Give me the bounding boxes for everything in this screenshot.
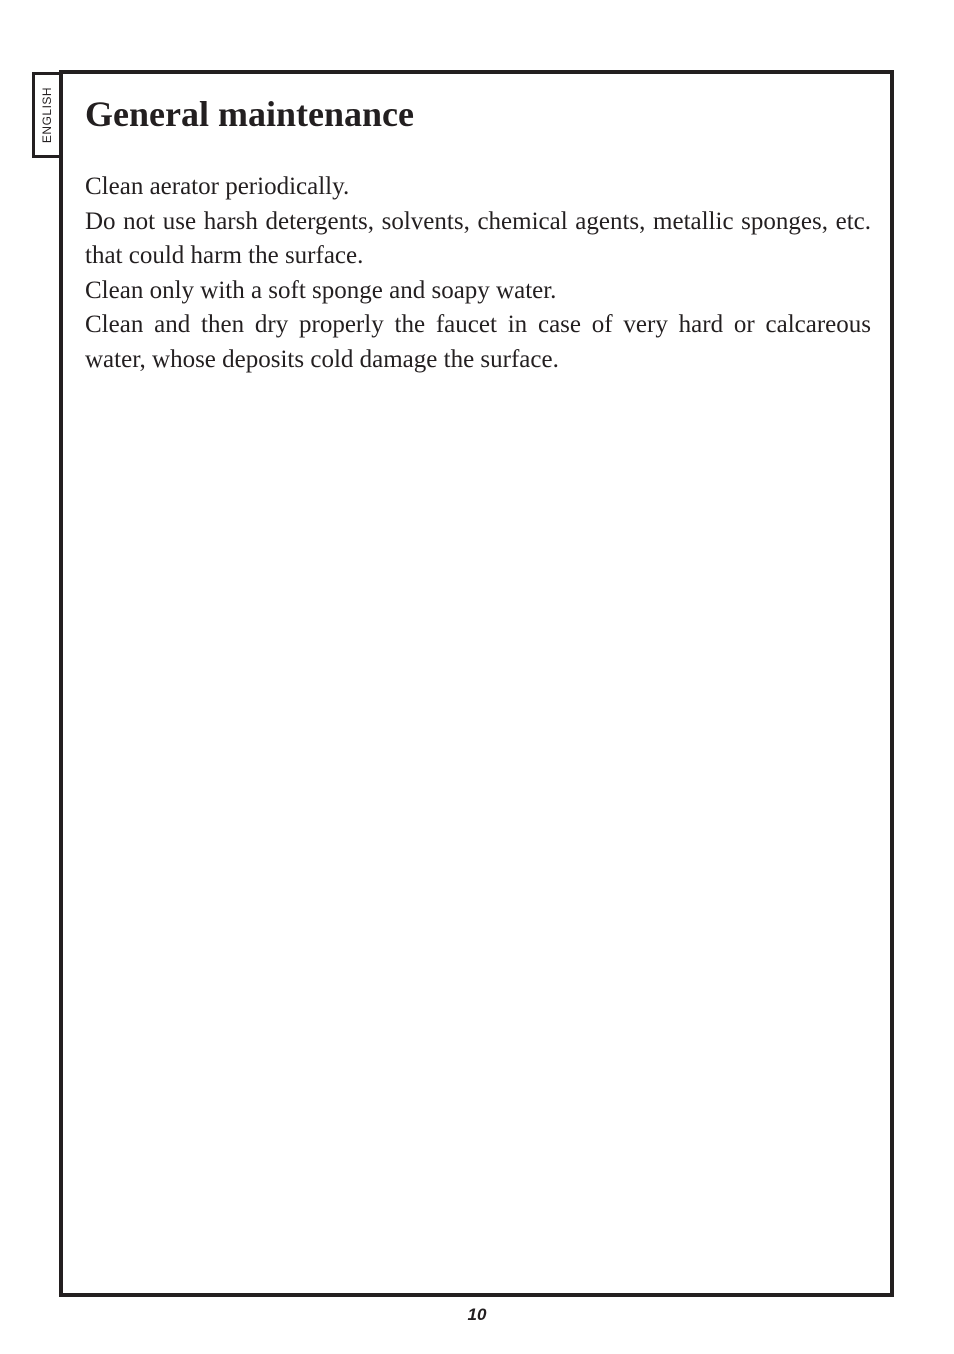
language-tab-label: ENGLISH — [40, 86, 54, 144]
paragraph-sponge: Clean only with a soft sponge and soapy water. — [85, 276, 557, 304]
body-text — [85, 170, 871, 377]
paragraph-hard-water: Clean and then dry properly the faucet in case of very hard or calcareous water, whose deposits cold damage the surface. — [85, 311, 871, 373]
page-frame — [59, 70, 894, 1297]
content-area — [85, 92, 871, 377]
paragraph-detergents: Do not use harsh detergents, solvents, chemical agents, metallic sponges, etc. that could harm the surface. — [85, 207, 871, 269]
page-number: 10 — [467, 1305, 487, 1324]
language-tab — [32, 72, 59, 158]
paragraph-aerator: Clean aerator periodically. — [85, 173, 350, 200]
page-title: General maintenance — [85, 94, 414, 134]
